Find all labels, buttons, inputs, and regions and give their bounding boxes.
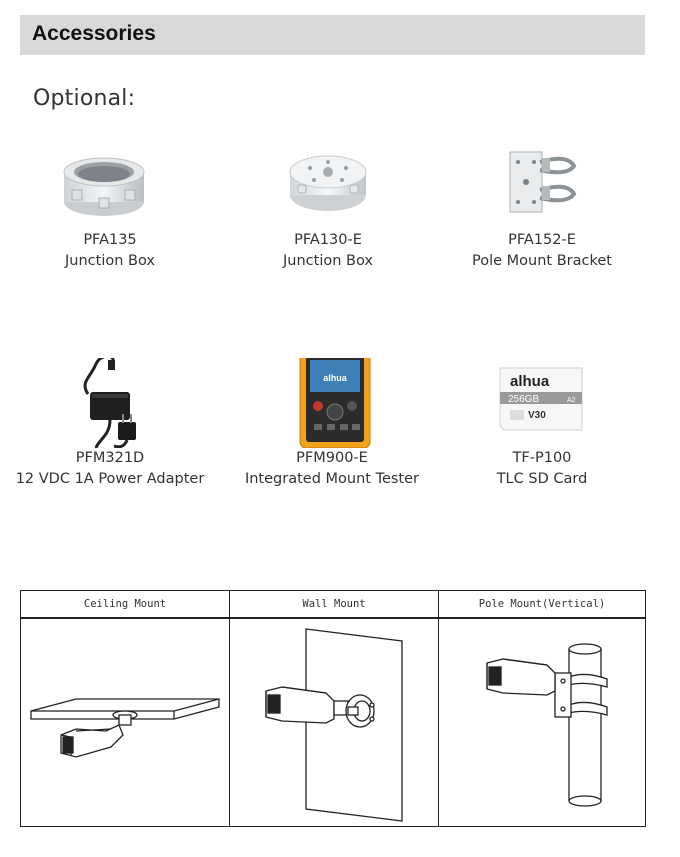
accessory-model: PFM900-E — [296, 450, 368, 466]
pole-mount-header: Pole Mount(Vertical) — [439, 591, 645, 618]
accessory-desc: Integrated Mount Tester — [244, 471, 420, 487]
accessory-desc: Junction Box — [65, 253, 155, 269]
accessory-model: PFA135 — [83, 232, 137, 248]
section-title: Accessories — [32, 22, 156, 45]
accessory-item-pfa135 — [0, 140, 220, 272]
accessory-model: PFM321D — [75, 450, 145, 466]
tester-brand-label: alhua — [323, 373, 347, 383]
sd-capacity-label: 256GB — [508, 394, 540, 405]
accessory-item-pfa152-e — [432, 140, 652, 272]
pole-mount-bracket-icon — [432, 140, 652, 230]
mount-tester-icon — [222, 358, 442, 448]
sd-brand-label: alhua — [510, 373, 550, 390]
wall-mount-drawing — [230, 619, 438, 827]
section-header — [20, 15, 645, 55]
junction-box-round-icon — [0, 140, 220, 230]
accessory-desc: TLC SD Card — [496, 471, 588, 487]
accessory-item-tf-p100 — [432, 358, 652, 490]
sd-class-label: A2 — [567, 397, 576, 404]
mount-types-table — [20, 590, 646, 827]
sd-speed-label: V30 — [528, 410, 546, 421]
accessory-item-pfa130-e — [218, 140, 438, 272]
accessory-model: PFA130-E — [294, 232, 362, 248]
power-adapter-icon — [0, 358, 220, 448]
accessory-item-pfm321d — [0, 358, 220, 490]
optional-subtitle: Optional: — [33, 86, 136, 111]
junction-box-flat-icon — [218, 140, 438, 230]
accessory-desc: Pole Mount Bracket — [472, 253, 612, 269]
accessory-model: PFA152-E — [508, 232, 576, 248]
accessory-desc: 12 VDC 1A Power Adapter — [15, 471, 205, 487]
accessory-model: TF-P100 — [512, 450, 572, 466]
pole-mount-drawing — [439, 619, 645, 827]
accessory-desc: Junction Box — [283, 253, 373, 269]
sd-card-icon — [432, 358, 652, 448]
accessory-item-pfm900-e — [222, 358, 442, 490]
ceiling-mount-header: Ceiling Mount — [21, 591, 229, 618]
ceiling-mount-drawing — [21, 619, 229, 827]
wall-mount-header: Wall Mount — [230, 591, 438, 618]
